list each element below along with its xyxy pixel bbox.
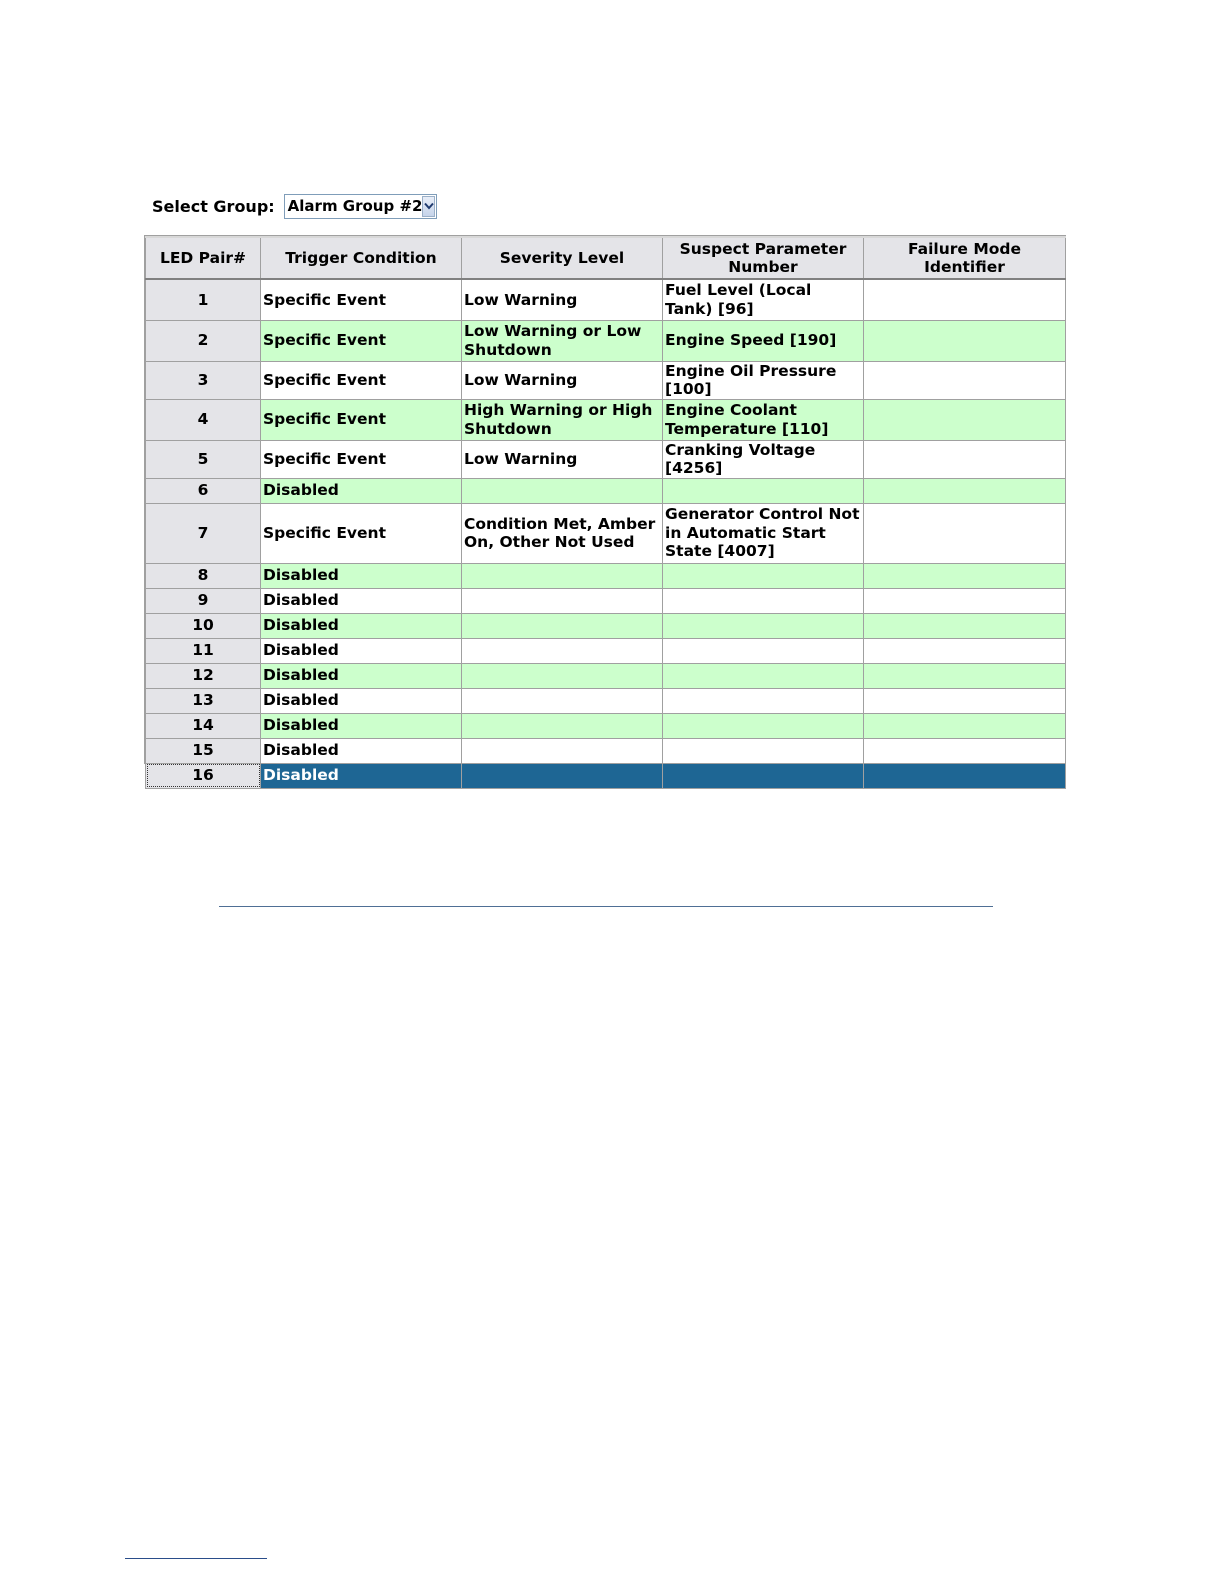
severity-level-cell[interactable]: [462, 613, 663, 638]
trigger-condition-cell[interactable]: Specific Event: [261, 279, 462, 320]
table-row[interactable]: [146, 440, 1066, 478]
table-body: [146, 279, 1066, 788]
led-pair-cell[interactable]: 10: [146, 613, 261, 638]
trigger-condition-cell[interactable]: Disabled: [261, 478, 462, 503]
trigger-condition-cell[interactable]: Disabled: [261, 713, 462, 738]
alarm-group-value: Alarm Group #2: [287, 197, 423, 215]
led-pair-cell[interactable]: 2: [146, 320, 261, 361]
led-pair-cell[interactable]: 6: [146, 478, 261, 503]
severity-level-cell[interactable]: High Warning or High Shutdown: [462, 399, 663, 440]
severity-level-cell[interactable]: Condition Met, Amber On, Other Not Used: [462, 503, 663, 563]
severity-level-cell[interactable]: [462, 713, 663, 738]
severity-level-cell[interactable]: [462, 738, 663, 763]
table-row[interactable]: [146, 320, 1066, 361]
led-pair-cell[interactable]: 15: [146, 738, 261, 763]
table-row[interactable]: [146, 279, 1066, 320]
failure-mode-cell[interactable]: [864, 663, 1066, 688]
severity-level-cell[interactable]: [462, 638, 663, 663]
led-pair-cell[interactable]: 14: [146, 713, 261, 738]
severity-level-cell[interactable]: [462, 563, 663, 588]
column-header-led-pair[interactable]: LED Pair#: [146, 237, 261, 279]
severity-level-cell[interactable]: [462, 663, 663, 688]
trigger-condition-cell[interactable]: Disabled: [261, 563, 462, 588]
failure-mode-cell[interactable]: [864, 763, 1066, 788]
table-row[interactable]: [146, 588, 1066, 613]
led-pair-cell[interactable]: 9: [146, 588, 261, 613]
suspect-parameter-cell[interactable]: [663, 688, 864, 713]
table-row[interactable]: [146, 713, 1066, 738]
suspect-parameter-cell[interactable]: [663, 563, 864, 588]
suspect-parameter-cell[interactable]: Fuel Level (Local Tank) [96]: [663, 279, 864, 320]
table-row[interactable]: [146, 399, 1066, 440]
severity-level-cell[interactable]: [462, 478, 663, 503]
table-row[interactable]: [146, 763, 1066, 788]
trigger-condition-cell[interactable]: Disabled: [261, 763, 462, 788]
failure-mode-cell[interactable]: [864, 613, 1066, 638]
column-header-trigger-condition[interactable]: Trigger Condition: [261, 237, 462, 279]
severity-level-cell[interactable]: [462, 588, 663, 613]
failure-mode-cell[interactable]: [864, 440, 1066, 478]
trigger-condition-cell[interactable]: Disabled: [261, 638, 462, 663]
column-header-failure-mode-identifier[interactable]: Failure Mode Identifier: [864, 237, 1066, 279]
trigger-condition-cell[interactable]: Specific Event: [261, 440, 462, 478]
group-selector: [152, 192, 437, 220]
suspect-parameter-cell[interactable]: Engine Oil Pressure [100]: [663, 361, 864, 399]
led-pair-cell[interactable]: 11: [146, 638, 261, 663]
failure-mode-cell[interactable]: [864, 738, 1066, 763]
led-pair-table: [145, 236, 1066, 789]
failure-mode-cell[interactable]: [864, 713, 1066, 738]
horizontal-divider: [219, 906, 993, 907]
table-row[interactable]: [146, 663, 1066, 688]
table-row[interactable]: [146, 638, 1066, 663]
suspect-parameter-cell[interactable]: [663, 638, 864, 663]
table-row[interactable]: [146, 478, 1066, 503]
failure-mode-cell[interactable]: [864, 588, 1066, 613]
dropdown-button[interactable]: [422, 196, 434, 217]
failure-mode-cell[interactable]: [864, 688, 1066, 713]
trigger-condition-cell[interactable]: Disabled: [261, 688, 462, 713]
severity-level-cell[interactable]: Low Warning: [462, 279, 663, 320]
led-pair-cell[interactable]: 5: [146, 440, 261, 478]
severity-level-cell[interactable]: [462, 763, 663, 788]
table-row[interactable]: [146, 738, 1066, 763]
failure-mode-cell[interactable]: [864, 503, 1066, 563]
trigger-condition-cell[interactable]: Disabled: [261, 588, 462, 613]
led-pair-cell[interactable]: 12: [146, 663, 261, 688]
suspect-parameter-cell[interactable]: [663, 763, 864, 788]
header-row: [146, 237, 1066, 279]
failure-mode-cell[interactable]: [864, 279, 1066, 320]
select-group-label: Select Group:: [152, 196, 275, 216]
severity-level-cell[interactable]: Low Warning: [462, 361, 663, 399]
trigger-condition-cell[interactable]: Disabled: [261, 613, 462, 638]
table-row[interactable]: [146, 361, 1066, 399]
failure-mode-cell[interactable]: [864, 361, 1066, 399]
trigger-condition-cell[interactable]: Specific Event: [261, 399, 462, 440]
trigger-condition-cell[interactable]: Specific Event: [261, 503, 462, 563]
trigger-condition-cell[interactable]: Specific Event: [261, 361, 462, 399]
suspect-parameter-cell[interactable]: [663, 613, 864, 638]
suspect-parameter-cell[interactable]: [663, 713, 864, 738]
footnote-divider: [125, 1558, 267, 1559]
suspect-parameter-cell[interactable]: Generator Control Not in Automatic Start State [4007]: [663, 503, 864, 563]
failure-mode-cell[interactable]: [864, 478, 1066, 503]
suspect-parameter-cell[interactable]: [663, 663, 864, 688]
failure-mode-cell[interactable]: [864, 399, 1066, 440]
table-row[interactable]: [146, 688, 1066, 713]
column-header-severity-level[interactable]: Severity Level: [462, 237, 663, 279]
table-row[interactable]: [146, 613, 1066, 638]
led-pair-grid: [144, 235, 1066, 785]
trigger-condition-cell[interactable]: Specific Event: [261, 320, 462, 361]
suspect-parameter-cell[interactable]: Cranking Voltage [4256]: [663, 440, 864, 478]
suspect-parameter-cell[interactable]: [663, 738, 864, 763]
column-header-suspect-parameter-number[interactable]: Suspect Parameter Number: [663, 237, 864, 279]
trigger-condition-cell[interactable]: Disabled: [261, 738, 462, 763]
chevron-down-icon: [424, 202, 434, 210]
led-pair-cell[interactable]: 3: [146, 361, 261, 399]
suspect-parameter-cell[interactable]: Engine Speed [190]: [663, 320, 864, 361]
led-pair-cell[interactable]: 13: [146, 688, 261, 713]
table-row[interactable]: [146, 503, 1066, 563]
led-pair-cell[interactable]: 1: [146, 279, 261, 320]
failure-mode-cell[interactable]: [864, 320, 1066, 361]
failure-mode-cell[interactable]: [864, 563, 1066, 588]
severity-level-cell[interactable]: Low Warning or Low Shutdown: [462, 320, 663, 361]
led-pair-cell[interactable]: 16: [146, 763, 261, 788]
trigger-condition-cell[interactable]: Disabled: [261, 663, 462, 688]
alarm-group-dropdown[interactable]: [284, 194, 437, 219]
suspect-parameter-cell[interactable]: [663, 478, 864, 503]
severity-level-cell[interactable]: Low Warning: [462, 440, 663, 478]
severity-level-cell[interactable]: [462, 688, 663, 713]
led-pair-cell[interactable]: 4: [146, 399, 261, 440]
table-row[interactable]: [146, 563, 1066, 588]
suspect-parameter-cell[interactable]: [663, 588, 864, 613]
suspect-parameter-cell[interactable]: Engine Coolant Temperature [110]: [663, 399, 864, 440]
led-pair-cell[interactable]: 8: [146, 563, 261, 588]
led-pair-cell[interactable]: 7: [146, 503, 261, 563]
failure-mode-cell[interactable]: [864, 638, 1066, 663]
